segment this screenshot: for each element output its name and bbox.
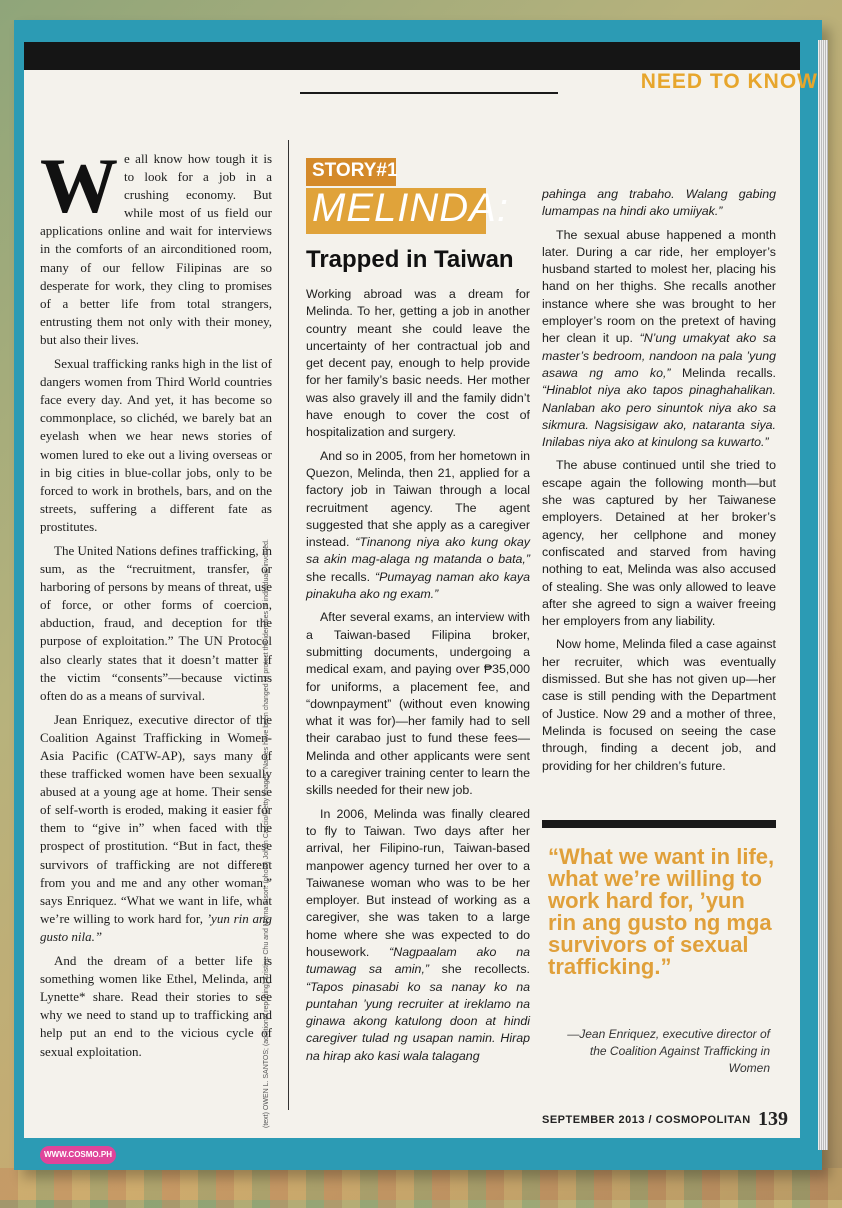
- top-bar: [24, 42, 800, 70]
- pullquote-rule: [542, 820, 776, 828]
- pullquote: “What we want in life, what we’re willing to work hard for, ’yun rin ang gusto ng mga survivors of sexual trafficking.”: [548, 844, 775, 979]
- credit-text: (text) OWEN L. SANTOS; (additional reporting) Kristine Chu and Myrna Sison. (photo) Johan Cancio/Getty Images. Names have been changed to protect the identities of individuals involved.: [263, 539, 270, 1128]
- intro-column: [40, 142, 272, 1067]
- italic-run: “Tinanong niya ako kung okay sa akin mag-alaga ng matanda o bata,”: [306, 535, 530, 567]
- paragraph: And the dream of a better life is something women like Ethel, Melinda, and Lynette* share. Read their stories to see why we need to stand up to trafficking and help put an end to the vicious cycle of sexual exploitation.: [40, 953, 272, 1059]
- pullquote-attribution: —Jean Enriquez, executive director of the Coalition Against Trafficking in Women: [567, 1027, 770, 1075]
- paragraph: pahinga ang trabaho. Walang gabing lumampas na hindi ako umiiyak.”: [542, 187, 776, 219]
- photo-credit: [263, 539, 275, 1128]
- story-name: MELINDA:: [312, 186, 509, 230]
- story-column-2: [542, 186, 776, 781]
- italic-run: “Pumayag naman ako kaya pinakuha ako ng exam.”: [306, 569, 530, 602]
- paragraph: Working abroad was a dream for Melinda. To her, getting a job in another country meant she could leave the uncertainty of her contractual job and get decent pay, enough to help provide for her family’s basic needs. Her mother was also gravely ill and the family didn’t have enough to cover the cost of hospitalization and surgery.: [306, 287, 530, 440]
- intro-text: e all know how tough it is to look for a job in a crushing economy. But while most of us field our applications online and wait for interviews in the comforts of an airconditioned room, many of our fellow Filipinas are so desperate for work, they cling to promises of a better life from total strangers, entrusting them not only with their money, but also their lives.: [40, 151, 272, 347]
- text-run: Jean Enriquez, executive director of the Coalition Against Trafficking in Women-Asia Pacific (CATW-AP), says many of these trafficked women have been sexually abused at a young age at home. Their sense of self-worth is eroded, making it easier for them to “give in” when faced with the prospect of prostitution. “But in fact, these survivors of trafficking are not different from you and me and any other woman,” says Enriquez. “What we want in life, what we’re willing to work hard for,: [40, 711, 272, 926]
- page-edge: [818, 40, 828, 1150]
- story-column-1: [306, 286, 530, 1071]
- issue-footer: SEPTEMBER 2013 / COSMOPOLITAN: [542, 1114, 751, 1126]
- website-url: WWW.COSMO.PH: [44, 1150, 112, 1159]
- italic-run: “N’ung umakyat ako sa master’s bedroom, nandoon na pala ’yung asawa ng amo ko,”: [542, 331, 776, 380]
- intro-paragraph: [40, 142, 272, 349]
- text-run: In 2006, Melinda was finally cleared to fly to Taiwan. Two days after her arrival, her Filipino-run, Taiwan-based manpower agency turned her over to a Taiwanese woman who was to be her employer. But instead of working as a caregiver, she was taken to a large home where she was expected to do housework.: [306, 806, 530, 959]
- paragraph: Now home, Melinda filed a case against her recruiter, which was eventually dismissed. But she has not given up—her case is still pending with the Department of Justice. Now 29 and a mother of three, Melinda is focused on seeing the case through, finding a decent job, and providing for her children’s future.: [542, 637, 776, 773]
- paragraph: [306, 806, 530, 1065]
- drop-cap: W: [40, 142, 118, 229]
- italic-run: “Tapos pinasabi ko sa nanay ko na puntahan ’yung recruiter at ireklamo na ginawa akong katulong doon at hindi caregiver tulad ng usapan namin. Hirap na hirap ako kasi wala talagang: [306, 979, 530, 1063]
- italic-run: ’yun rin ang gusto nila.”: [40, 910, 272, 944]
- text-run: Melinda recalls.: [670, 365, 776, 380]
- text-run: The sexual abuse happened a month later. During a car ride, her employer’s husband started to molest her, placing his hand on her thighs. She recalls another instance where she was brought to her employer’s room on the pretext of having her clean it up.: [542, 227, 776, 346]
- text-run: she recalls.: [306, 569, 375, 584]
- story-headline: Trapped in Taiwan: [306, 246, 514, 273]
- paragraph: [306, 448, 530, 604]
- section-title: NEED TO KNOW: [640, 70, 818, 93]
- story-label: STORY#1: [312, 160, 398, 181]
- paragraph: After several exams, an interview with a Taiwan-based Filipina broker, submitting documents, undergoing a medical exam, and paying over ₱35,000 for uniforms, a placement fee, and “downpayment” (without even knowing what it was for)—her family had to sell their carabao just to fund these fees—Melinda and other applicants were sent to a caregiver training center to learn the skills needed for their new job.: [306, 610, 530, 798]
- text-run: And so in 2005, from her hometown in Quezon, Melinda, then 21, applied for a factory job in Taiwan through a local recruitment agency. The agent suggested that she apply as a caregiver instead.: [306, 448, 530, 550]
- text-run: she recollects.: [429, 962, 530, 977]
- column-divider: [288, 140, 289, 1110]
- section-rule: [300, 92, 558, 94]
- page-number: 139: [758, 1108, 788, 1130]
- paragraph: [40, 711, 272, 946]
- paragraph: Sexual trafficking ranks high in the list of dangers women from Third World countries face every day. And yet, it has become so commonplace, so clichéd, we barely bat an eyelash when we hear news stories of women lured to eke out a living overseas or in big cities in blue-collar jobs, only to be forced to work in brothels, bars, and on the streets, suffering a different fate as prostitutes.: [40, 356, 272, 534]
- paragraph: [542, 227, 776, 452]
- paragraph: The abuse continued until she tried to escape again the following month—but she was captured by her Taiwanese employers. Detained at her broker’s agency, her cellphone and money confiscated and starved from having nothing to eat, Melinda was also accused of stealing. She was only allowed to leave after she agreed to sign a waiver freeing her employers from any liability.: [542, 458, 776, 629]
- paragraph: The United Nations defines trafficking, in sum, as the “recruitment, transfer, or harboring of persons by means of threat, use of force, or other forms of coercion, abduction, fraud, and deception for the purpose of exploitation.” The UN Protocol also clearly states that it doesn’t matter if the victim “consents”—because victims often do as a means of survival.: [40, 542, 272, 703]
- website-badge: [40, 1146, 116, 1164]
- italic-run: “Hinablot niya ako tapos pinaghahalikan. Nanlaban ako pero sinuntok niya ako sa sikmura. Nagsisigaw ako, nataranta siya. Inilabas niya ako at kinulong sa kuwarto.”: [542, 383, 776, 450]
- italic-run: “Nagpaalam ako na tumawag sa amin,”: [306, 944, 530, 977]
